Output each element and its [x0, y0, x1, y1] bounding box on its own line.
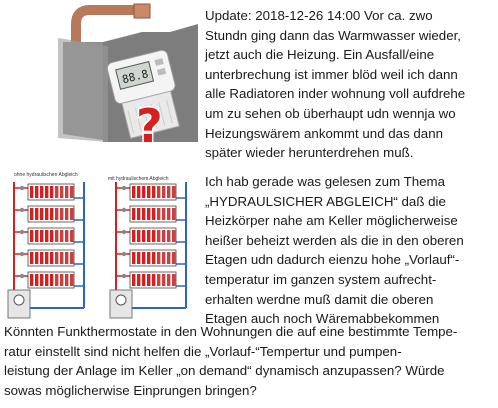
right-circuit-radiator-fin [172, 230, 175, 242]
right-circuit-radiator-fin [157, 252, 160, 264]
right-circuit-radiator-fin [162, 208, 165, 220]
left-circuit-radiator-fin [55, 208, 58, 220]
right-circuit-radiator-fin [167, 252, 170, 264]
left-circuit-radiator-fin [30, 252, 33, 264]
right-circuit-radiator-fin [137, 230, 140, 242]
left-circuit-radiator-fin [40, 208, 43, 220]
right-circuit-radiator-fin [172, 274, 175, 286]
right-circuit-valve [122, 186, 126, 190]
left-circuit-radiator-fin [70, 208, 73, 220]
right-circuit-radiator-fin [147, 274, 150, 286]
right-circuit-radiator-fin [172, 208, 175, 220]
left-circuit-radiator-fin [50, 230, 53, 242]
left-circuit-pump [14, 295, 24, 305]
left-circuit-radiator-fin [45, 230, 48, 242]
left-circuit-radiator-fin [65, 230, 68, 242]
left-circuit-radiator-fin [30, 186, 33, 198]
right-circuit-radiator-fin [142, 252, 145, 264]
left-circuit-radiator-fin [35, 208, 38, 220]
middle-paragraph: Ich hab gerade was gelesen zum Thema „HYDRAULSICHER ABGLEICH“ daß die Heizkörper nahe am Keller möglicherweise heißer beheizt werden als die in den oberen Etagen udn dadurch eienzu hohe „Vorlauf“- temperatur im ganzen system aufrecht- erhalten werdne muß damit die oberen Etagen auch noch Wäremabbekommen [205, 174, 464, 327]
right-circuit-radiator-fin [162, 186, 165, 198]
right-circuit-radiator-fin [142, 208, 145, 220]
right-circuit-radiator-fin [167, 230, 170, 242]
diagram-caption-left: ohne hydraulischen Abgleich [14, 172, 78, 178]
left-circuit-radiator-fin [40, 274, 43, 286]
left-circuit-valve [20, 230, 24, 234]
right-circuit-valve [122, 230, 126, 234]
left-circuit-radiator-fin [60, 208, 63, 220]
right-circuit-radiator-fin [167, 186, 170, 198]
right-circuit-radiator-fin [147, 252, 150, 264]
left-circuit-radiator-fin [70, 230, 73, 242]
left-circuit-radiator-fin [60, 230, 63, 242]
left-circuit-valve [20, 186, 24, 190]
right-circuit-radiator-fin [172, 186, 175, 198]
right-circuit-radiator-fin [157, 274, 160, 286]
left-circuit-radiator-fin [60, 274, 63, 286]
right-circuit-valve [122, 208, 126, 212]
right-circuit-radiator-fin [152, 208, 155, 220]
left-circuit-radiator-fin [70, 274, 73, 286]
right-circuit-valve [122, 252, 126, 256]
right-circuit-radiator-fin [157, 186, 160, 198]
right-circuit-radiator-fin [157, 230, 160, 242]
left-circuit-radiator-fin [35, 252, 38, 264]
right-circuit-radiator-fin [162, 252, 165, 264]
right-circuit-radiator-fin [147, 186, 150, 198]
left-circuit-radiator-fin [45, 252, 48, 264]
left-circuit-radiator-fin [60, 252, 63, 264]
left-circuit-radiator-fin [55, 252, 58, 264]
left-circuit-radiator-fin [40, 186, 43, 198]
left-circuit-radiator-fin [35, 230, 38, 242]
right-circuit-radiator-fin [132, 230, 135, 242]
left-circuit-radiator-fin [50, 274, 53, 286]
heating-circuit-diagram [4, 178, 200, 322]
left-circuit-radiator-fin [50, 252, 53, 264]
right-circuit-radiator-fin [167, 274, 170, 286]
right-circuit-radiator-fin [142, 230, 145, 242]
right-circuit-radiator-fin [147, 208, 150, 220]
right-circuit-radiator-fin [132, 208, 135, 220]
right-circuit-radiator-fin [137, 274, 140, 286]
right-circuit-radiator-fin [137, 186, 140, 198]
right-circuit-radiator-fin [147, 230, 150, 242]
right-circuit-pump [116, 295, 126, 305]
left-circuit-radiator-fin [65, 252, 68, 264]
bottom-paragraph: Könnten Funkthermostate in den Wohnungen die auf eine bestimmte Tempe- ratur einstellt sind nicht helfen die „Vorlauf-“Tempertur und pumpen- leistung der Anlage im Keller „on demand“ dynamisch anzupassen? Würde sowas möglicherwise Einprungen bringen? [4, 324, 458, 398]
right-circuit-radiator-fin [157, 208, 160, 220]
left-circuit-radiator-fin [30, 208, 33, 220]
left-circuit-radiator-fin [50, 186, 53, 198]
right-circuit-radiator-fin [167, 208, 170, 220]
left-circuit-radiator-fin [45, 186, 48, 198]
svg-text:?: ? [136, 99, 163, 152]
right-circuit-radiator-fin [142, 186, 145, 198]
left-circuit-radiator-fin [50, 208, 53, 220]
diagram-caption-right: mit hydraulischem Abgleich [108, 176, 169, 182]
question-mark-icon [136, 99, 163, 152]
left-circuit-valve [20, 274, 24, 278]
right-circuit-radiator-fin [162, 274, 165, 286]
right-circuit-radiator-fin [137, 208, 140, 220]
left-circuit-radiator-fin [45, 274, 48, 286]
update-paragraph: Update: 2018-12-26 14:00 Vor ca. zwo Stundn ging dann das Warmwasser wieder, jetzt auch die Heizung. Ein Ausfall/eine unterbrechung ist immer blöd weil ich dann alle Radiatoren inder wohnung voll aufdrehe um zu sehen ob überhaupt udn wennja wo Heizungswärem ankommt und das dann später wieder herunterdrehen muß. [205, 8, 466, 161]
right-circuit-radiator-fin [132, 252, 135, 264]
left-circuit-valve [20, 208, 24, 212]
right-circuit-radiator-fin [132, 274, 135, 286]
svg-text:88.8: 88.8 [120, 67, 150, 87]
left-circuit-radiator-fin [70, 186, 73, 198]
left-circuit-radiator-fin [40, 252, 43, 264]
right-circuit-valve [122, 274, 126, 278]
left-circuit-radiator-fin [40, 230, 43, 242]
left-circuit-radiator-fin [55, 274, 58, 286]
right-circuit-radiator-fin [152, 252, 155, 264]
left-circuit-radiator-fin [70, 252, 73, 264]
left-circuit-radiator-fin [30, 230, 33, 242]
right-circuit-radiator-fin [132, 186, 135, 198]
left-circuit-radiator-fin [55, 230, 58, 242]
left-circuit-radiator-fin [65, 208, 68, 220]
left-circuit-radiator-fin [30, 274, 33, 286]
left-circuit-radiator-fin [65, 186, 68, 198]
left-circuit-valve [20, 252, 24, 256]
left-circuit-radiator-fin [45, 208, 48, 220]
left-circuit-radiator-fin [65, 274, 68, 286]
left-circuit-radiator-fin [35, 186, 38, 198]
right-circuit-radiator-fin [152, 230, 155, 242]
thermostat-photo [58, 2, 200, 152]
right-circuit-radiator-fin [172, 252, 175, 264]
left-circuit-radiator-fin [55, 186, 58, 198]
left-circuit-radiator-fin [35, 274, 38, 286]
right-circuit-radiator-fin [137, 252, 140, 264]
right-circuit-radiator-fin [162, 230, 165, 242]
right-circuit-radiator-fin [152, 274, 155, 286]
right-circuit-radiator-fin [142, 274, 145, 286]
right-circuit-radiator-fin [152, 186, 155, 198]
left-circuit-radiator-fin [60, 186, 63, 198]
